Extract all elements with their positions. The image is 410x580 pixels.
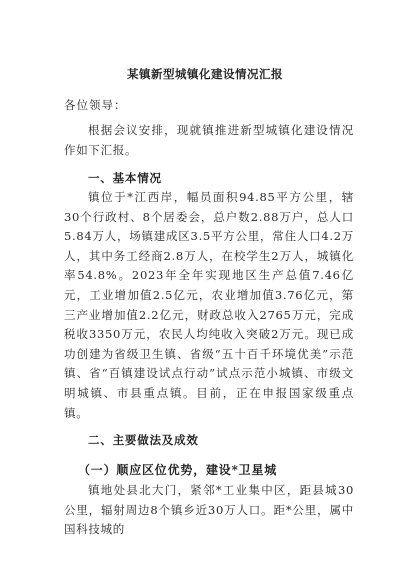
- document-title: 某镇新型城镇化建设情况汇报: [127, 67, 283, 81]
- basic-info-paragraph: 镇位于*江西岸，幅员面积94.85平方公里，辖30个行政村、8个居委会，总户数2.88万户，总人口5.84万人，场镇建成区3.5平方公里，常住人口4.2万人，其中务工经商2.8万人，在校学生2万人，城镇化率54.8%。2023年全年实现地区生产总值7.46亿元，工业增加值2.5亿元，农业增加值3.76亿元，第三产业增加值2.2亿元，财政总收入2765万元，完成税收3350万元，农民人均纯收入突破2万元。现已成功创建为省级卫生镇、省级“五十百千环境优美”示范镇、省“百镇建设试点行动”试点示范小城镇、市级文明城镇、市县重点镇。目前，正在申报国家级重点镇。: [64, 190, 354, 420]
- intro-paragraph: 根据会议安排，现就镇推进新型城镇化建设情况作如下汇报。: [64, 123, 354, 157]
- section-heading-practices: 二、主要做法及成效: [88, 433, 199, 447]
- satellite-city-paragraph: 镇地处县北大门，紧邻*工业集中区，距县城30公里，辐射周边8个镇乡近30万人口。距*公里，属中国科技城的: [64, 483, 354, 537]
- salutation: 各位领导：: [64, 98, 127, 112]
- section-heading-basic-info: 一、基本情况: [88, 171, 162, 185]
- subsection-heading-satellite-city: （一）顺应区位优势，建设*卫星城: [78, 463, 278, 477]
